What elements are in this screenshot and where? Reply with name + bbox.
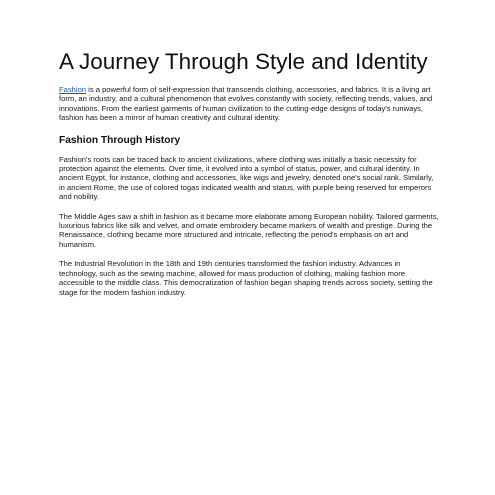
history-paragraph-industrial: The Industrial Revolution in the 18th and 19th centuries transformed the fashion industry. Advances in technology, such as the sewing machine, allowed for mass production of clothing, making fashion more accessible to the middle class. This democratization of fashion began shaping trends across society, setting the stage for the modern fashion industry. [59,259,433,297]
section-heading: Fashion Through History [59,134,181,146]
fashion-link[interactable]: Fashion [59,85,87,94]
document-page [59,48,439,307]
page-title: A Journey Through Style and Identity [59,49,428,74]
intro-paragraph [59,85,439,123]
history-paragraph-ancient: Fashion's roots can be traced back to ancient civilizations, where clothing was initially a basic necessity for protection against the elements. Over time, it evolved into a symbol of status, power, and cultural identity. In ancient Egypt, for instance, clothing and accessories, like wigs and jewelry, denoted one's social rank. Similarly, in ancient Rome, the use of colored togas indicated wealth and status, with purple being reserved for emperors and nobility. [59,154,434,202]
history-paragraph-middle-ages: The Middle Ages saw a shift in fashion as it became more elaborate among European nobility. Tailored garments, luxurious fabrics like silk and velvet, and ornate embroidery became markers of wealth and prestige. During the Renaissance, clothing became more structured and intricate, reflecting the period's emphasis on art and humanism. [59,211,439,249]
intro-text: is a powerful form of self-expression that transcends clothing, accessories, and fabrics. It is a living art form, an industry, and a cultural phenomenon that evolves constantly with society, reflecting trends, values, and innovations. From the earliest garments of human civilization to the cutting-edge designs of today's runways, fashion has been a mirror of human creativity and cultural identity. [59,85,433,123]
